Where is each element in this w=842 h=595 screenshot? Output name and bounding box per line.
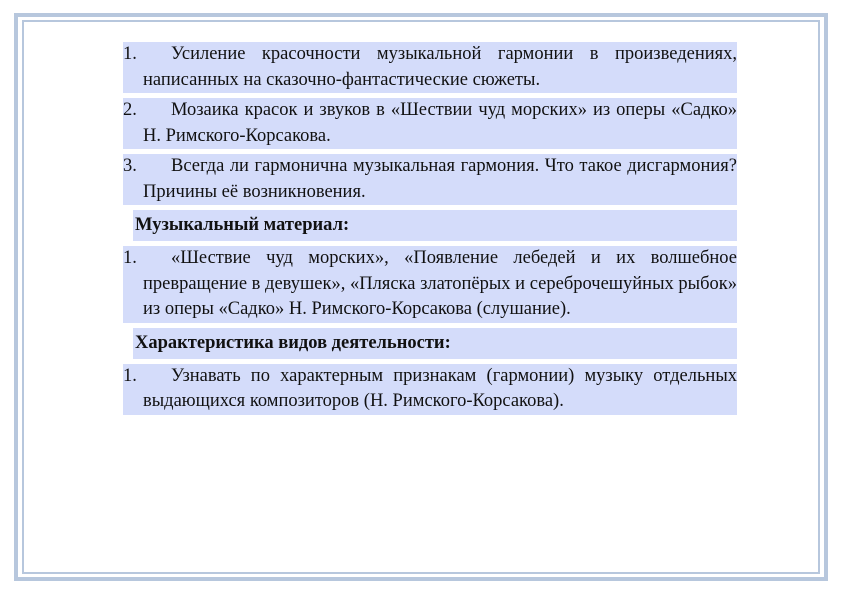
material-text: «Шествие чуд морских», «Появление лебедей и их волшебное превращение в девушек», «Пляска златопёрых и сереброчешуйных рыбок» из оперы «Садко» Н. Римского-Корсакова (слушание). bbox=[143, 248, 737, 319]
activity-text: Узнавать по характерным признакам (гармонии) музыку отдельных выдающихся композиторов (Н. Римского-Корсакова). bbox=[143, 365, 737, 411]
material-number: 1. bbox=[123, 248, 137, 268]
activity-number: 1. bbox=[123, 365, 137, 386]
topic-number: 2. bbox=[123, 100, 137, 120]
topic-text: Мозаика красок и звуков в «Шествии чуд морских» из оперы «Садко» Н. Римского-Корсакова. bbox=[143, 100, 737, 146]
topic-text: Усиление красочности музыкальной гармонии в произведениях, написанных на сказочно-фантастические сюжеты. bbox=[143, 44, 737, 90]
activity-heading: Характеристика видов деятельности: bbox=[133, 328, 737, 359]
material-heading: Музыкальный материал: bbox=[133, 210, 737, 241]
topic-item bbox=[123, 42, 737, 93]
topic-number: 3. bbox=[123, 156, 137, 176]
topic-item bbox=[123, 98, 737, 149]
slide-content bbox=[123, 42, 737, 420]
topic-text: Всегда ли гармонична музыкальная гармония. Что такое дисгармония? Причины её возникновения. bbox=[143, 156, 737, 202]
topic-item bbox=[123, 154, 737, 205]
material-item bbox=[123, 246, 737, 323]
topic-number: 1. bbox=[123, 44, 137, 64]
activity-item bbox=[123, 364, 737, 415]
